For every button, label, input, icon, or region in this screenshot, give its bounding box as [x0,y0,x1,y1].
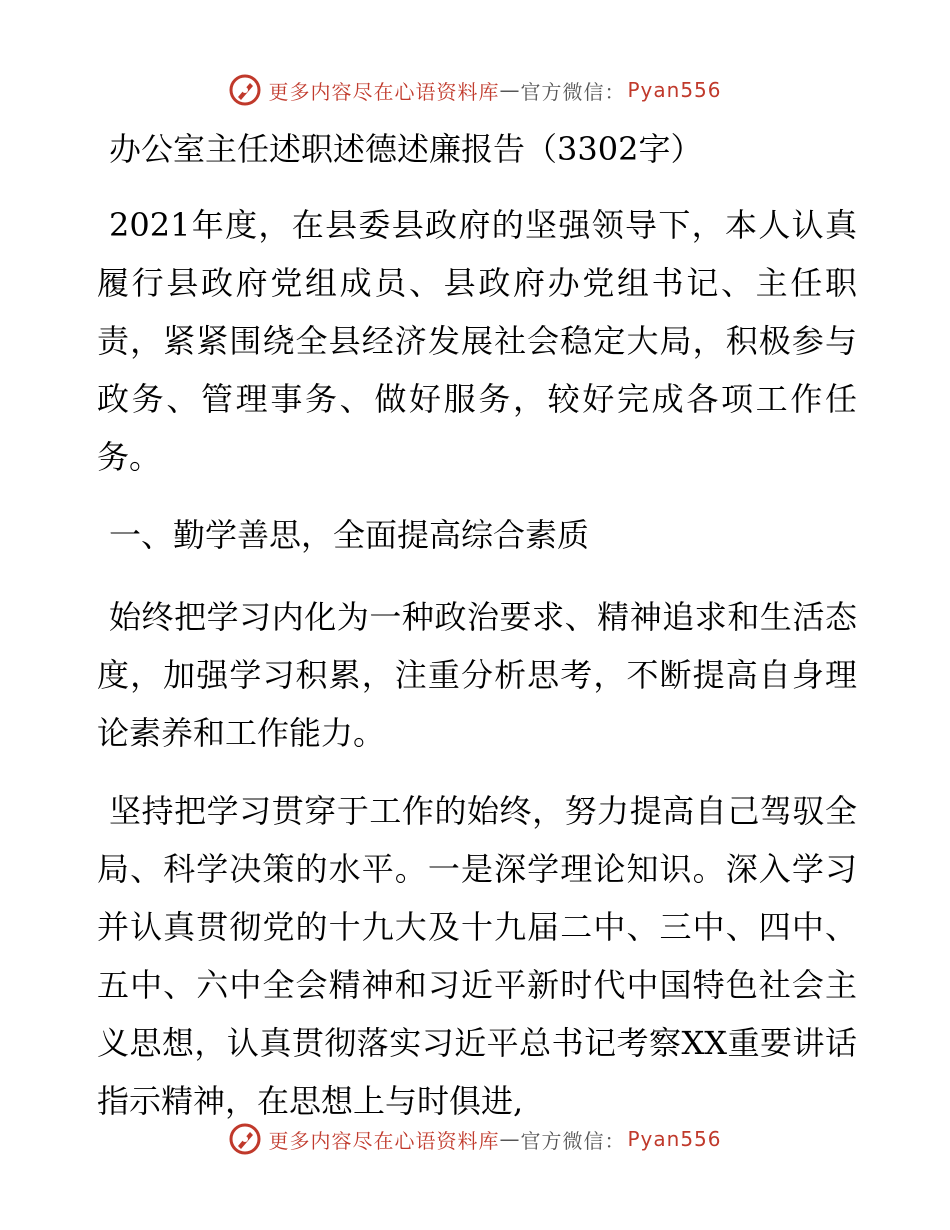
document-title: 办公室主任述职述德述廉报告（3302字） [109,130,703,168]
watermark-text: 更多内容尽在心语资料库 [268,79,500,104]
watermark-id: Pyan556 [627,1127,722,1151]
document-body [97,120,857,1150]
watermark-official: 官方微信： [520,1128,626,1153]
watermark-id: Pyan556 [627,78,722,102]
pen-logo-icon [228,73,262,107]
paragraph-intro: 2021年度，在县委县政府的坚强领导下，本人认真履行县政府党组成员、县政府办党组书记、主任职责，紧紧围绕全县经济发展社会稳定大局，积极参与政务、管理事务、做好服务，较好完成各项工作任务。 [97,206,857,476]
watermark-separator: — [499,78,521,102]
pen-logo-icon [228,1122,262,1156]
watermark-separator: — [499,1127,521,1151]
watermark-text: 更多内容尽在心语资料库 [268,1128,500,1153]
paragraph-learning: 始终把学习内化为一种政治要求、精神追求和生活态度，加强学习积累，注重分析思考，不断提高自身理论素养和工作能力。 [97,598,857,752]
section-heading: 一、勤学善思，全面提高综合素质 [109,516,590,554]
watermark-footer [0,1119,950,1159]
paragraph-theory: 坚持把学习贯穿于工作的始终，努力提高自己驾驭全局、科学决策的水平。一是深学理论知识。深入学习并认真贯彻党的十九大及十九届二中、三中、四中、五中、六中全会精神和习近平新时代中国特色社会主义思想，认真贯彻落实习近平总书记考察XX重要讲话指示精神，在思想上与时俱进, [97,792,857,1120]
watermark-header [0,70,950,110]
watermark-official: 官方微信： [520,79,626,104]
